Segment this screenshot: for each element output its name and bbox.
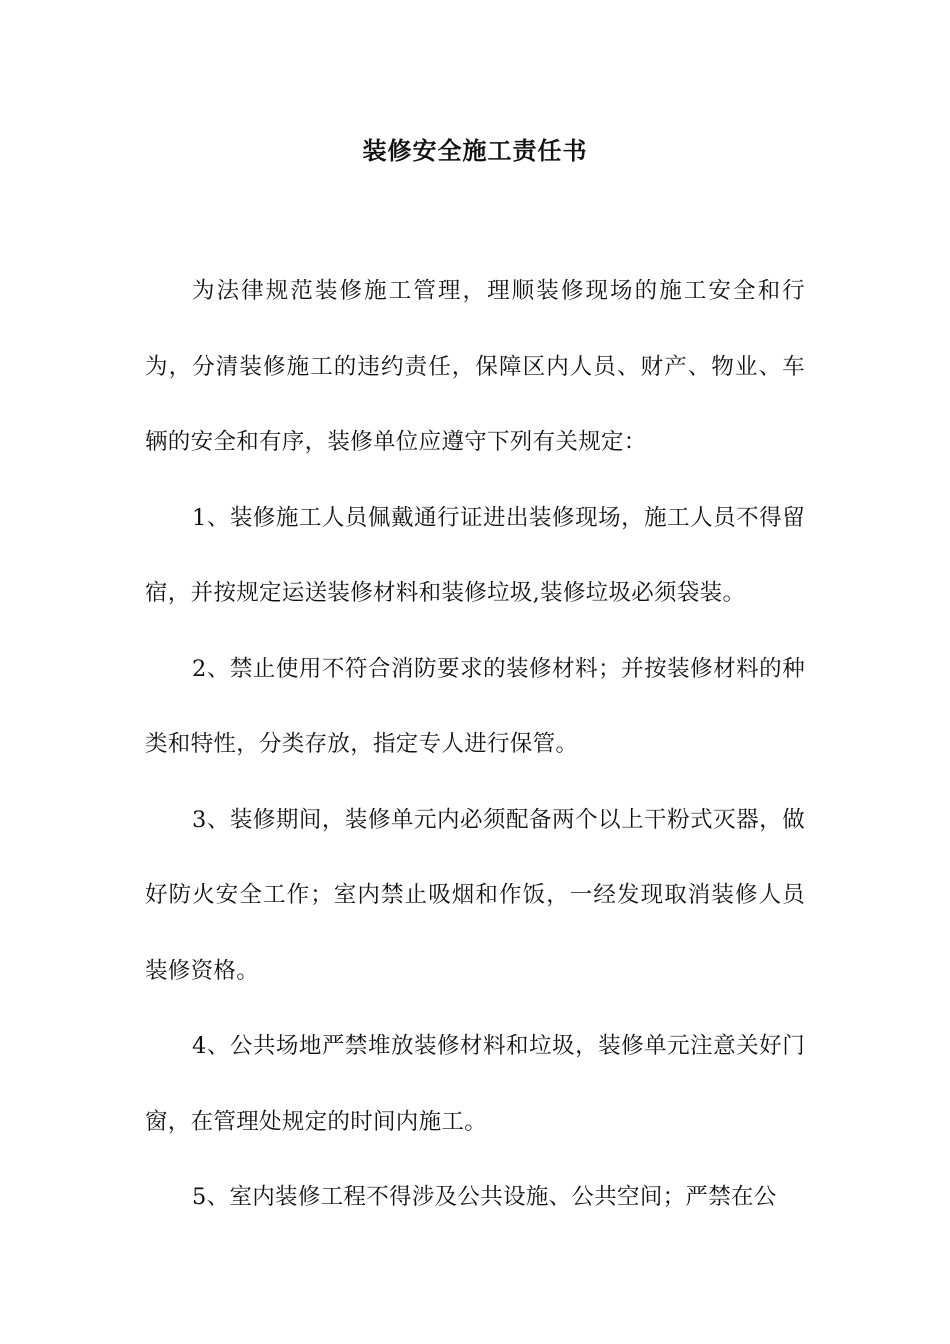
paragraph-rule-5: 5、室内装修工程不得涉及公共设施、公共空间；严禁在公 bbox=[192, 1184, 777, 1210]
paragraph-rule-2: 2、禁止使用不符合消防要求的装修材料；并按装修材料的种类和特性，分类存放，指定专人进行保管。 bbox=[145, 655, 805, 757]
document-title: 装修安全施工责任书 bbox=[362, 136, 588, 165]
paragraph-rule-1: 1、装修施工人员佩戴通行证进出装修现场，施工人员不得留宿，并按规定运送装修材料和装修垃圾,装修垃圾必须袋装。 bbox=[145, 504, 805, 606]
paragraph-intro: 为法律规范装修施工管理，理顺装修现场的施工安全和行为，分清装修施工的违约责任，保障区内人员、财产、物业、车辆的安全和有序，装修单位应遵守下列有关规定： bbox=[145, 278, 805, 455]
paragraph-rule-3: 3、装修期间，装修单元内必须配备两个以上干粉式灭器，做好防火安全工作；室内禁止吸烟和作饭，一经发现取消装修人员装修资格。 bbox=[145, 806, 805, 984]
document-body bbox=[145, 254, 805, 1236]
paragraph-rule-4: 4、公共场地严禁堆放装修材料和垃圾，装修单元注意关好门窗，在管理处规定的时间内施工。 bbox=[145, 1033, 805, 1135]
